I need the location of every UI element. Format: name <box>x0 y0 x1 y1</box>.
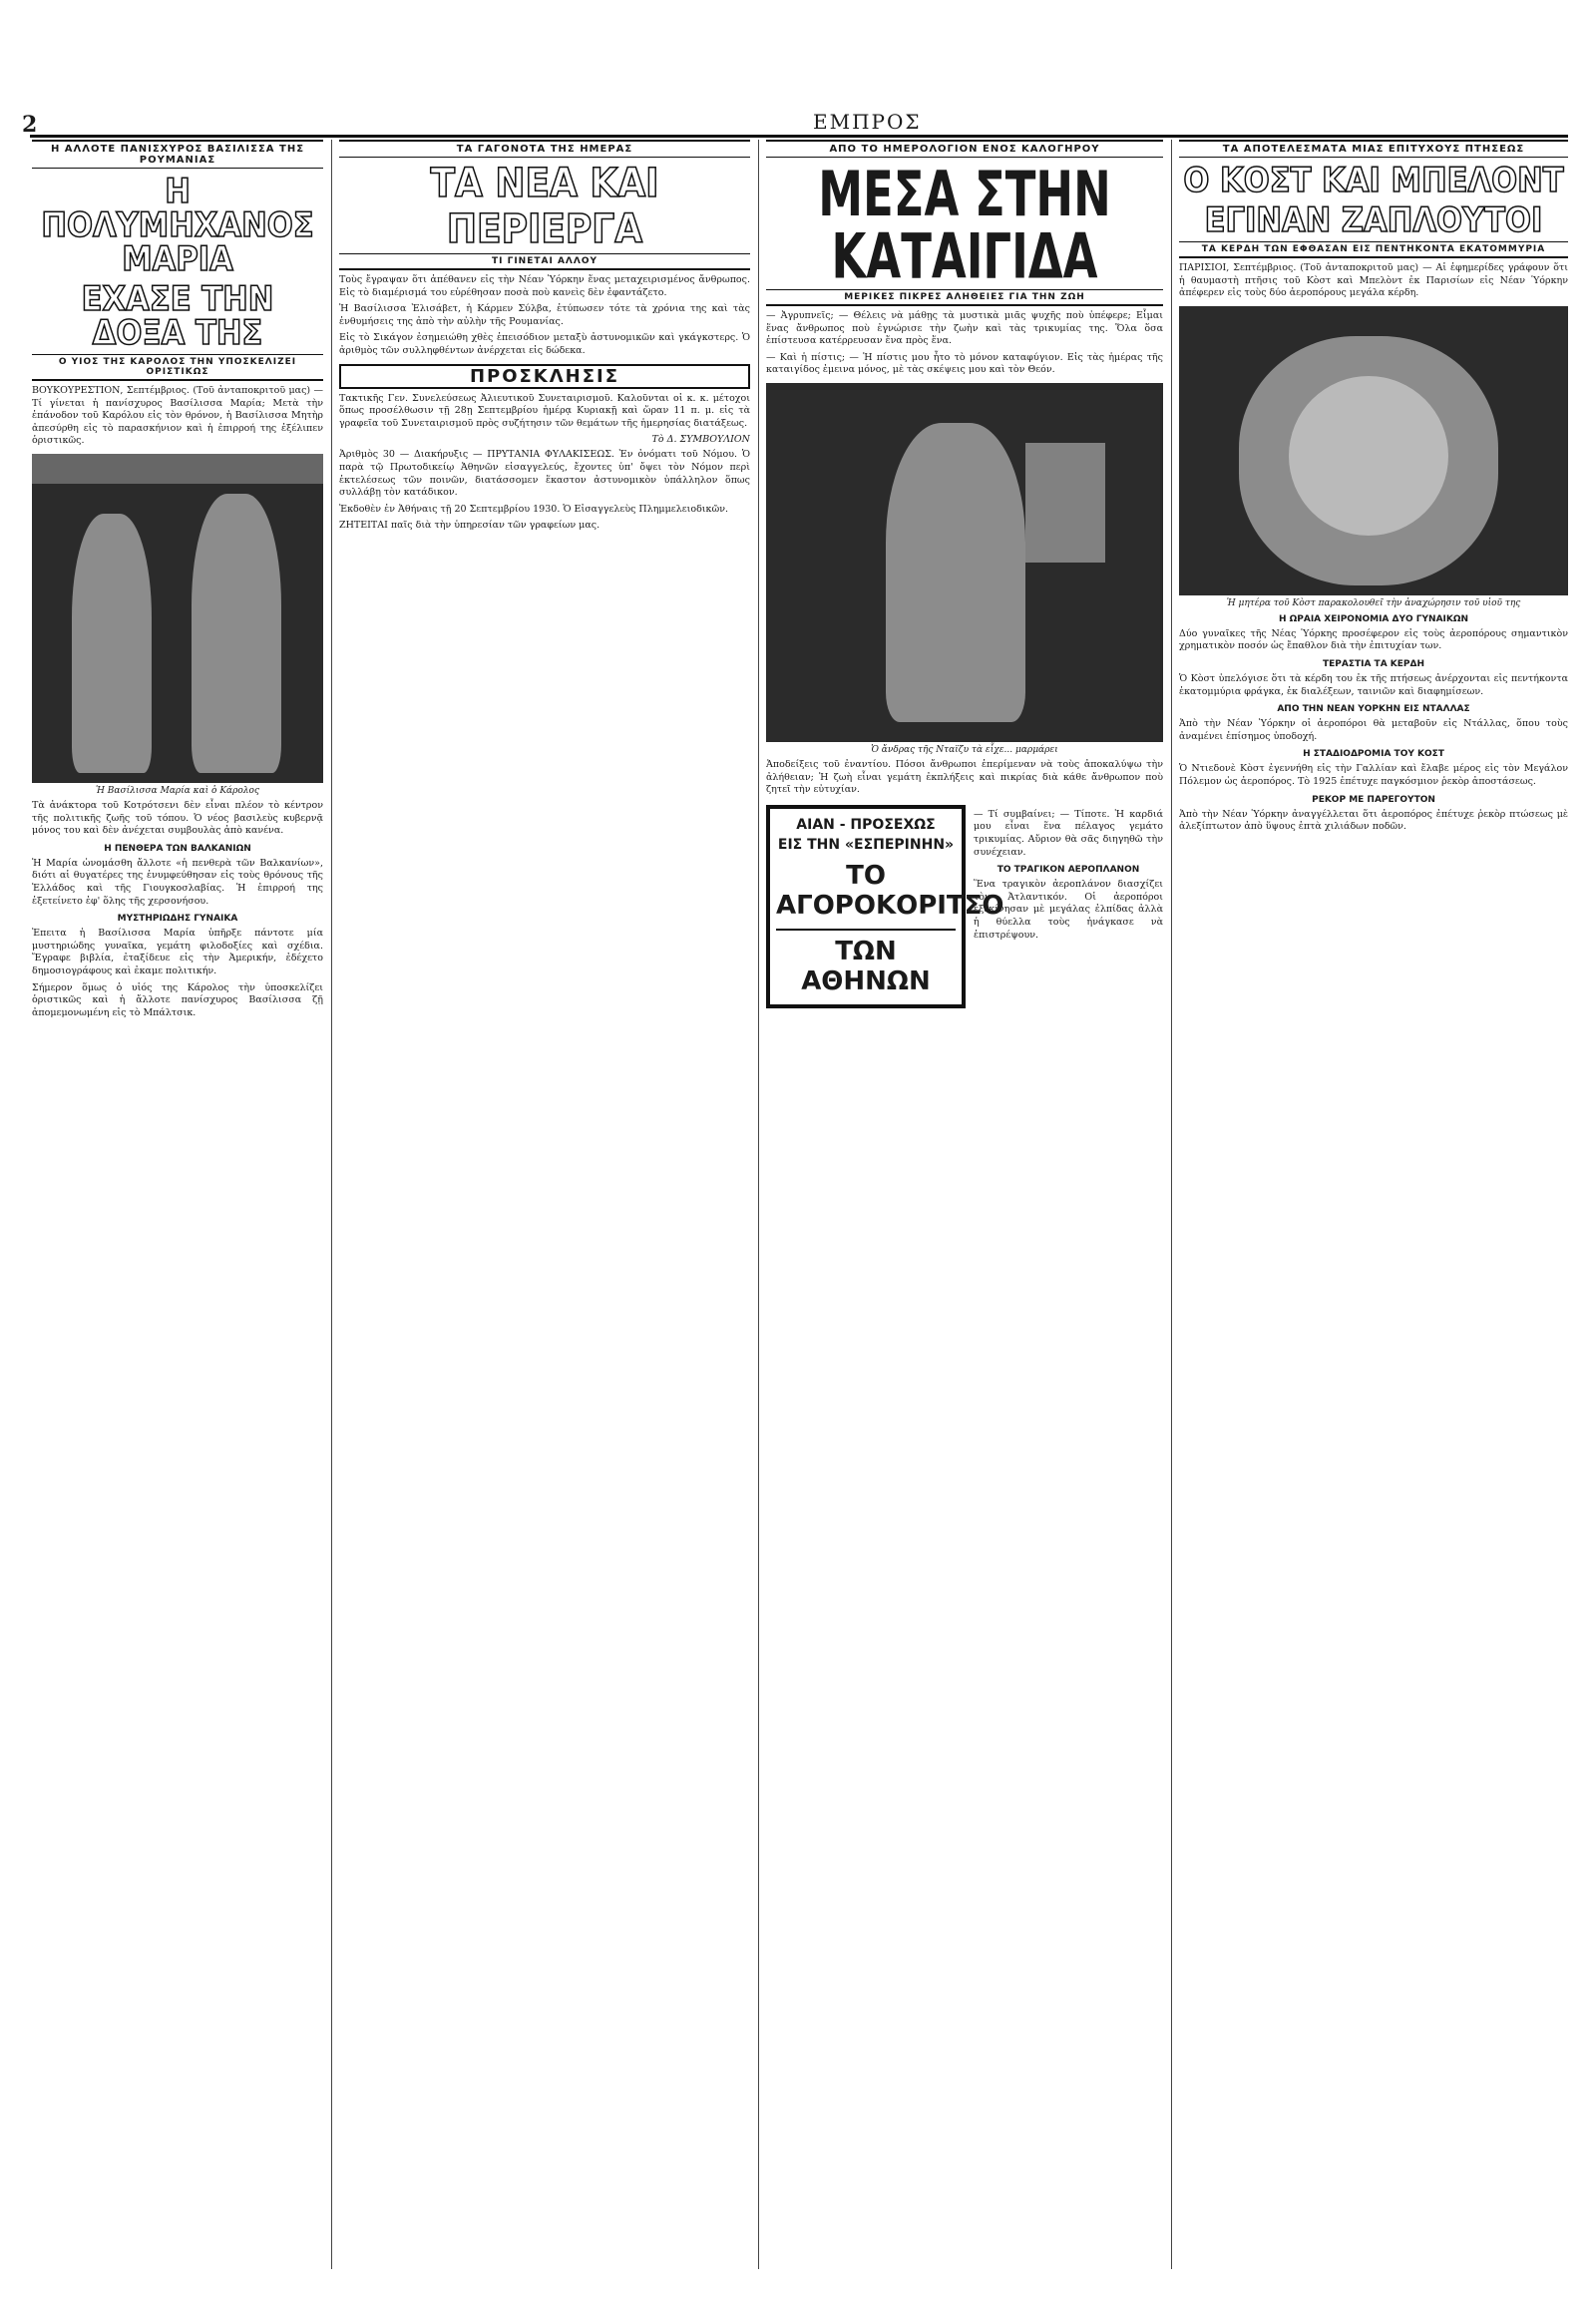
article-text: Ἐπειτα ἡ Βασίλισσα Μαρία ὑπῆρξε πάντοτε μία μυστηριώδης γυναῖκα, γεμάτη φιλοδοξίες καὶ σχέδια. Ἔγραφε βιβλία, ἐταξίδευε εἰς τὴν Ἀμερικήν, ἐδέχετο δημοσιογράφους καὶ ἐκαμε πολιτικήν. <box>32 928 323 976</box>
article-text: Ὁ Κὸστ ὑπελόγισε ὅτι τὰ κέρδη του ἐκ τῆς πτήσεως ἀνέρχονται εἰς πεντήκοντα ἑκατομμύρια φράγκα, ἐκ διαλέξεων, ταινιῶν καὶ διαφημίσεων. <box>1179 672 1568 697</box>
subheading: ΡΕΚΟΡ ΜΕ ΠΑΡΕΓΟΥΤΟΝ <box>1312 794 1435 805</box>
subheading: Η ΣΤΑΔΙΟΔΡΟΜΙΑ ΤΟΥ ΚΟΣΤ <box>1303 749 1444 760</box>
ad-line: ΕΙΣ ΤΗΝ «ΕΣΠΕΡΙΝΗΝ» <box>777 836 955 853</box>
photo-caption: Ἡ Βασίλισσα Μαρία καὶ ὁ Κάρολος <box>96 785 259 796</box>
article-queen-maria <box>32 140 323 2269</box>
article-text: Εἰς τὸ Σικάγον ἐσημειώθη χθὲς ἐπεισόδιον μεταξὺ ἀστυνομικῶν καὶ γκάγκστερς. Ὁ ἀριθμὸς τῶν συλληφθέντων ἀνέρχεται εἰς δώδεκα. <box>339 332 750 356</box>
column-rule <box>1171 140 1172 2269</box>
photo-caption: Ὁ ἄνδρας τῆς Νταϊζυ τὰ εἶχε... μαρμάρει <box>871 744 1058 755</box>
headline: ΕΓΙΝΑΝ ΖΑΠΛΟΥΤΟΙ <box>1204 200 1543 240</box>
column-rule <box>758 140 759 2269</box>
subheading: ΑΠΟ ΤΗΝ ΝΕΑΝ ΥΟΡΚΗΝ ΕΙΣ ΝΤΑΛΛΑΣ <box>1277 704 1470 715</box>
photo-caption: Ἡ μητέρα τοῦ Κὸστ παρακολουθεῖ τὴν ἀναχώρησιν τοῦ υἱοῦ της <box>1226 597 1521 608</box>
article-news-and-curiosities <box>339 140 750 2269</box>
photo <box>766 383 1163 742</box>
kicker: ΑΠΟ ΤΟ ΗΜΕΡΟΛΟΓΙΟΝ ΕΝΟΣ ΚΑΛΟΓΗΡΟΥ <box>766 140 1163 158</box>
subheading: ΜΥΣΤΗΡΙΩΔΗΣ ΓΥΝΑΙΚΑ <box>117 914 238 925</box>
headline: ΜΕΣΑ ΣΤΗΝ ΚΑΤΑΙΓΙΔΑ <box>818 158 1111 293</box>
kicker: ΤΑ ΑΠΟΤΕΛΕΣΜΑΤΑ ΜΙΑΣ ΕΠΙΤΥΧΟΥΣ ΠΤΗΣΕΩΣ <box>1179 140 1568 158</box>
ad-line: ΑΙΑΝ - ΠΡΟΣΕΧΩΣ <box>796 816 936 833</box>
article-coste-bellonte <box>1179 140 1568 2269</box>
article-text: Ἐκδοθὲν ἐν Ἀθήναις τῇ 20 Σεπτεμβρίου 1930. Ὁ Εἰσαγγελεὺς Πλημμελειοδικῶν. <box>339 503 729 515</box>
article-text: ΒΟΥΚΟΥΡΕΣΤΙΟΝ, Σεπτέμβριος. (Τοῦ ἀνταποκριτοῦ μας) — Τί γίνεται ἡ πανίσχυρος Βασίλισσα Μαρία; Μετὰ τὴν ἐπάνοδον τοῦ Καρόλου εἰς τὸν θρόνον, ἡ Βασίλισσα Μητὴρ ἀπεσύρθη εἰς τὸ παρασκήνιον καὶ ἡ ἐπιρροή της ἐξέλιπεν ὁριστικῶς. <box>32 385 323 447</box>
article-text: Ἀπὸ τὴν Νέαν Ὑόρκην οἱ ἀεροπόροι θὰ μεταβοῦν εἰς Ντάλλας, ὅπου τοὺς ἀναμένει ἐπίσημος ὑποδοχή. <box>1179 718 1568 742</box>
article-text: — Ἀγρυπνεῖς; — Θέλεις νὰ μάθῃς τὰ μυστικὰ μιᾶς ψυχῆς ποὺ ὑπέφερε; Εἶμαι ἕνας ἄνθρωπος ποὺ ἐγνώρισε τὴν ζωὴν καὶ τὰς τρικυμίας της. Ὅλα ὅσα ἐπίστευσα κατέρρευσαν ἕνα πρὸς ἕνα. <box>766 310 1163 347</box>
headline: Ο ΚΟΣΤ ΚΑΙ ΜΠΕΛΟΝΤ <box>1183 161 1564 200</box>
photo <box>32 454 323 783</box>
article-text: Ἀποδείξεις τοῦ ἐναντίου. Πόσοι ἄνθρωποι ἐπερίμεναν νὰ τοὺς ἀποκαλύψω τὴν ἀλήθειαν; Ἡ ζωὴ εἶναι γεμάτη ἐκπλήξεις καὶ πικρίας διὰ κάθε ἄνθρωπον ποὺ ζητεῖ τὴν εὐτυχίαν. <box>766 758 1163 796</box>
article-text: — Καὶ ἡ πίστις; — Ἡ πίστις μου ἦτο τὸ μόνον καταφύγιον. Εἰς τὰς ἡμέρας τῆς καταιγίδος ἐμεινα μόνος, μὲ τὰς σκέψεις μου καὶ τὸν Θεόν. <box>766 351 1163 376</box>
deck: ΜΕΡΙΚΕΣ ΠΙΚΡΕΣ ΑΛΗΘΕΙΕΣ ΓΙΑ ΤΗΝ ΖΩΗ <box>766 289 1163 306</box>
article-text: Τοὺς ἔγραψαν ὅτι ἀπέθανεν εἰς τὴν Νέαν Ὑόρκην ἕνας μεταχειρισμένος ἄνθρωπος. Εἰς τὸ διαμέρισμά του εὑρέθησαν ποσὰ ποὺ κανεὶς δὲν ἐφαντάζετο. <box>339 274 750 298</box>
article-text: ΖΗΤΕΙΤΑΙ παῖς διὰ τὴν ὑπηρεσίαν τῶν γραφείων μας. <box>339 520 600 532</box>
page-number: 2 <box>22 112 38 138</box>
article-text: Ἡ Μαρία ὠνομάσθη ἄλλοτε «ἡ πενθερὰ τῶν Βαλκανίων», διότι αἱ θυγατέρες της ἐνυμφεύθησαν εἰς τοὺς θρόνους τῆς Ἑλλάδος καὶ τῆς Γιουγκοσλαβίας. Ἡ ἐπιρροή της ἐξετείνετο ἐφ' ὅλης τῆς χερσονήσου. <box>32 857 323 907</box>
article-text: Ἀριθμὸς 30 — Διακήρυξις — ΠΡΥΤΑΝΙΑ ΦΥΛΑΚΙΣΕΩΣ. Ἐν ὀνόματι τοῦ Νόμου. Ὁ παρὰ τῷ Πρωτοδικείῳ Ἀθηνῶν εἰσαγγελεύς, ἔχοντες ὑπ' ὄψει τὸν Νόμον περὶ ἐκτελέσεως τῶν ποινῶν, διατάσσομεν ἕκαστον ἀστυνομικὸν ὑπάλληλον ὅπως συλλάβῃ τὸν κατάδικον. <box>339 449 750 499</box>
kicker: ΤΑ ΓΑΓΟΝΟΤΑ ΤΗΣ ΗΜΕΡΑΣ <box>339 140 750 158</box>
notice-text: Τακτικῆς Γεν. Συνελεύσεως Ἀλιευτικοῦ Συνεταιρισμοῦ. Καλοῦνται οἱ κ. κ. μέτοχοι ὅπως προσέλθωσιν τῇ 28ῃ Σεπτεμβρίου ἡμέρᾳ Κυριακῇ καὶ ὥραν 11 π. μ. εἰς τὰ γραφεῖα τοῦ Συνεταιρισμοῦ πρὸς συζήτησιν τῶν θεμάτων τῆς ἡμερησίας διατάξεως. <box>339 392 750 429</box>
kicker: Η ΑΛΛΟΤΕ ΠΑΝΙΣΧΥΡΟΣ ΒΑΣΙΛΙΣΣΑ ΤΗΣ ΡΟΥΜΑΝΙΑΣ <box>32 140 323 169</box>
subheading: ΤΕΡΑΣΤΙΑ ΤΑ ΚΕΡΔΗ <box>1322 658 1425 669</box>
article-text: Ὁ Ντιεδονὲ Κὸστ ἐγεννήθη εἰς τὴν Γαλλίαν καὶ ἔλαβε μέρος εἰς τὸν Μεγάλον Πόλεμον ὡς ἀεροπόρος. Τὸ 1925 ἐπέτυχε παγκόσμιον ῥεκὸρ ἀποστάσεως. <box>1179 763 1568 787</box>
headline: Η ΠΟΛΥΜΗΧΑΝΟΣ ΜΑΡΙΑ <box>41 172 314 279</box>
article-text: — Τί συμβαίνει; — Τίποτε. Ἡ καρδιά μου εἶναι ἕνα πέλαγος γεμάτο τρικυμίας. Αὔριον θὰ σᾶς διηγηθῶ τὴν συνέχειαν. <box>974 808 1163 858</box>
ad-title: ΤΟ ΑΓΟΡΟΚΟΡΙΤΣΟ <box>776 860 1004 921</box>
subheading: Η ΩΡΑΙΑ ΧΕΙΡΟΝΟΜΙΑ ΔΥΟ ΓΥΝΑΙΚΩΝ <box>1278 613 1469 624</box>
article-text: Σήμερον ὅμως ὁ υἱός της Κάρολος τὴν ὑποσκελίζει ὁριστικῶς καὶ ἡ ἄλλοτε πανίσχυρος Βασίλισσα ζῇ ἀπομεμονωμένη εἰς τὸ Μπάλτσικ. <box>32 981 323 1018</box>
deck: ΤΑ ΚΕΡΔΗ ΤΩΝ ΕΦΘΑΣΑΝ ΕΙΣ ΠΕΝΤΗΚΟΝΤΑ ΕΚΑΤΟΜΜΥΡΙΑ <box>1179 241 1568 258</box>
article-text: Ἀπὸ τὴν Νέαν Ὑόρκην ἀναγγέλλεται ὅτι ἀεροπόρος ἐπέτυχε ῥεκὸρ πτώσεως μὲ ἀλεξίπτωτον ἀπὸ ὕψους ἑπτὰ χιλιάδων ποδῶν. <box>1179 808 1568 833</box>
advertisement <box>766 805 1004 1008</box>
column-rule <box>331 140 332 2269</box>
article-text: Τὰ ἀνάκτορα τοῦ Κοτρότσενι δὲν εἶναι πλέον τὸ κέντρον τῆς πολιτικῆς ζωῆς τοῦ τόπου. Ὁ νέος βασιλεὺς κυβερνᾷ μόνος του καὶ δὲν ἀνέχεται συμβουλὰς ἀπὸ κανένα. <box>32 799 323 837</box>
subheading: Η ΠΕΝΘΕΡΑ ΤΩΝ ΒΑΛΚΑΝΙΩΝ <box>104 843 251 854</box>
headline: ΤΑ ΝΕΑ ΚΑΙ <box>430 161 659 206</box>
subheading: ΤΟ ΤΡΑΓΙΚΟΝ ΑΕΡΟΠΛΑΝΟΝ <box>997 865 1140 876</box>
masthead: ΕΜΠΡΟΣ <box>813 110 922 134</box>
article-in-the-storm <box>766 140 1163 2269</box>
photo <box>1179 306 1568 595</box>
deck: ΤΙ ΓΙΝΕΤΑΙ ΑΛΛΟΥ <box>339 253 750 270</box>
article-text: Ἕνα τραγικὸν ἀεροπλάνον διασχίζει τὸν Ἀτλαντικόν. Οἱ ἀεροπόροι ἐξεκίνησαν μὲ μεγάλας ἐλπίδας ἀλλὰ ἡ θύελλα τοὺς ἠνάγκασε νὰ ἐπιστρέψουν. <box>974 879 1163 941</box>
ad-title: ΤΩΝ ΑΘΗΝΩΝ <box>776 929 956 996</box>
notice-signature: Τὸ Δ. ΣΥΜΒΟΥΛΙΟΝ <box>651 434 750 446</box>
top-rule <box>30 135 1568 138</box>
deck: Ο ΥΙΟΣ ΤΗΣ ΚΑΡΟΛΟΣ ΤΗΝ ΥΠΟΣΚΕΛΙΖΕΙ ΟΡΙΣΤΙΚΩΣ <box>32 354 323 381</box>
headline: ΠΕΡΙΕΡΓΑ <box>446 206 643 252</box>
headline: ΕΧΑΣΕ ΤΗΝ ΔΟΞΑ ΤΗΣ <box>81 279 274 353</box>
notice-title: ΠΡΟΣΚΛΗΣΙΣ <box>339 364 750 389</box>
article-text: Δύο γυναῖκες τῆς Νέας Ὑόρκης προσέφερον εἰς τοὺς ἀεροπόρους σημαντικὸν χρηματικὸν ποσόν ὡς ἔπαθλον διὰ τὴν ἐπιτυχίαν των. <box>1179 627 1568 652</box>
article-text: Ἡ Βασίλισσα Ἐλισάβετ, ἡ Κάρμεν Σύλβα, ἐτύπωσεν τότε τὰ χρόνια της καὶ τὰς ἐνθυμήσεις της ἀπὸ τὴν αὐλὴν τῆς Ρουμανίας. <box>339 303 750 327</box>
article-text: ΠΑΡΙΣΙΟΙ, Σεπτέμβριος. (Τοῦ ἀνταποκριτοῦ μας) — Αἱ ἐφημερίδες γράφουν ὅτι ἡ θαυμαστὴ πτῆσις τοῦ Κὸστ καὶ Μπελὸντ ἐκ Παρισίων εἰς Νέαν Ὑόρκην ἀπέφερεν εἰς τοὺς δύο ἀεροπόρους μεγάλα κέρδη. <box>1179 262 1568 299</box>
